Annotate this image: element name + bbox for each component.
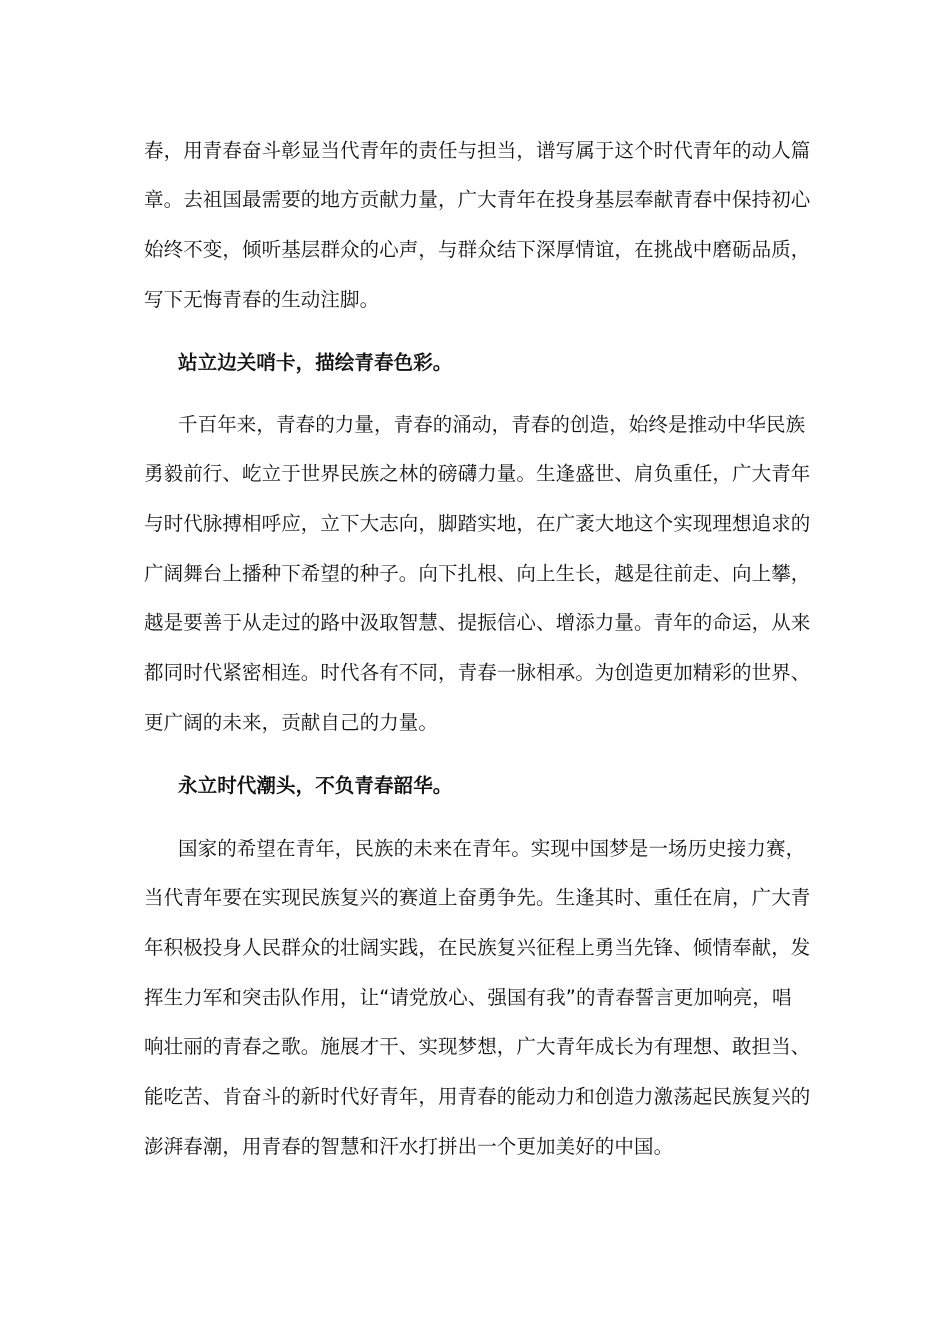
section-heading-2: 永立时代潮头，不负青春韶华。 bbox=[178, 774, 453, 797]
paragraph-3-line-5: 响壮丽的青春之歌。施展才干、实现梦想，广大青年成长为有理想、敢担当、 bbox=[144, 1035, 811, 1058]
paragraph-3-line-6: 能吃苦、肯奋斗的新时代好青年，用青春的能动力和创造力激荡起民族复兴的 bbox=[144, 1085, 811, 1108]
paragraph-3-line-3: 年积极投身人民群众的壮阔实践，在民族复兴征程上勇当先锋、倾情奉献，发 bbox=[144, 936, 811, 959]
paragraph-3-line-2: 当代青年要在实现民族复兴的赛道上奋勇争先。生逢其时、重任在肩，广大青 bbox=[144, 886, 811, 909]
paragraph-2-line-7: 更广阔的未来，贡献自己的力量。 bbox=[144, 711, 439, 734]
paragraph-1-line-1: 春，用青春奋斗彰显当代青年的责任与担当，谱写属于这个时代青年的动人篇 bbox=[144, 139, 811, 162]
section-heading-1: 站立边关哨卡，描绘青春色彩。 bbox=[178, 351, 453, 374]
paragraph-3-line-7: 澎湃春潮，用青春的智慧和汗水打拼出一个更加美好的中国。 bbox=[144, 1135, 674, 1158]
paragraph-2-line-1: 千百年来，青春的力量，青春的涌动，青春的创造，始终是推动中华民族 bbox=[178, 413, 806, 436]
paragraph-3-line-1: 国家的希望在青年，民族的未来在青年。实现中国梦是一场历史接力赛， bbox=[178, 837, 806, 860]
paragraph-1-line-4: 写下无悔青春的生动注脚。 bbox=[144, 288, 380, 311]
paragraph-1-line-3: 始终不变，倾听基层群众的心声，与群众结下深厚情谊，在挑战中磨砺品质， bbox=[144, 238, 811, 261]
paragraph-2-line-5: 越是要善于从走过的路中汲取智慧、提振信心、增添力量。青年的命运，从来 bbox=[144, 611, 811, 634]
paragraph-2-line-2: 勇毅前行、屹立于世界民族之林的磅礴力量。生逢盛世、肩负重任，广大青年 bbox=[144, 462, 811, 485]
paragraph-2-line-3: 与时代脉搏相呼应，立下大志向，脚踏实地，在广袤大地这个实现理想追求的 bbox=[144, 512, 811, 535]
paragraph-1-line-2: 章。去祖国最需要的地方贡献力量，广大青年在投身基层奉献青春中保持初心 bbox=[144, 188, 811, 211]
paragraph-2-line-6: 都同时代紧密相连。时代各有不同，青春一脉相承。为创造更加精彩的世界、 bbox=[144, 661, 811, 684]
paragraph-3-line-4: 挥生力军和突击队作用，让“请党放心、强国有我”的青春誓言更加响亮，唱 bbox=[144, 986, 792, 1009]
paragraph-2-line-4: 广阔舞台上播种下希望的种子。向下扎根、向上生长，越是往前走、向上攀， bbox=[144, 562, 811, 585]
